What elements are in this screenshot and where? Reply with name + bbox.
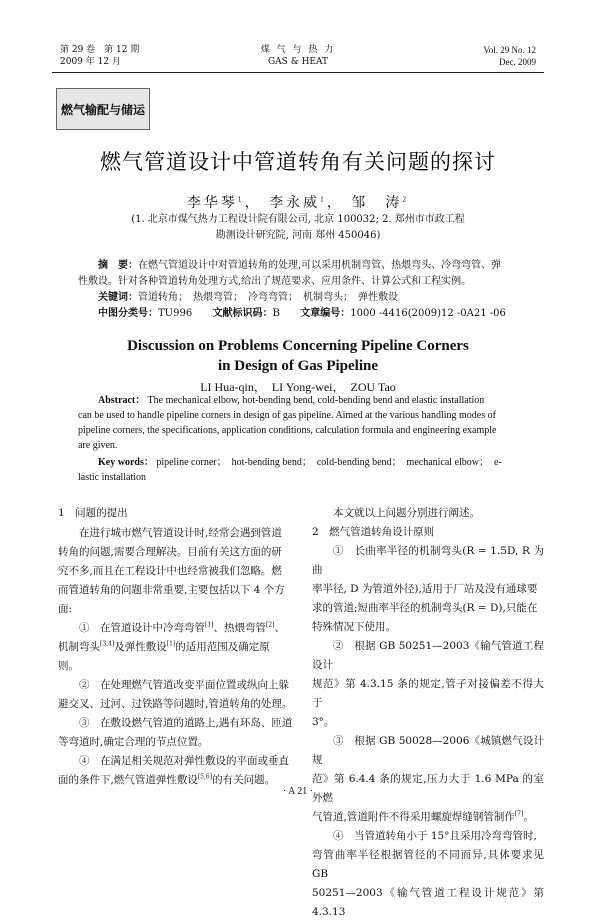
header-date-en: Dec. 2009 [499,57,536,67]
abstract-en-line-2: can be used to handle pipeline corners in design of gas pipeline. Aimed at the various handling modes of [78,410,496,421]
citation: [2] [266,621,275,629]
clc-value: TU996 [158,308,193,319]
citation: [7] [514,810,524,818]
intro-line: 本文就以上问题分别进行阐述。 [333,507,480,519]
para-1-line-3: 究不多,而且在工程设计中也经常被我们忽略。燃 [58,565,282,577]
affiliation-line-2: 勘测设计研究院, 河南 郑州 450046) [215,230,381,241]
para-1-line-4: 而管道转角的问题非常重要,主要包括以下 4 个方 [58,584,285,596]
item-3-line-2: 等弯道时,确定合理的节点位置。 [58,736,209,748]
journal-name-cn: 煤 气 与 热 力 [260,45,336,55]
rule-1-line-4: 特殊情况下使用。 [312,621,396,633]
citation: [1] [205,621,214,629]
citation: [3,4] [100,640,115,648]
article-no-value: 1000 -4416(2009)12 -0A21 -06 [350,308,506,319]
para-1-line-1: 在进行城市燃气管道设计时,经常会遇到管道 [79,527,282,539]
keywords-en-line-1: pipeline corner； hot-bending bend； cold-bending bend； mechanical elbow； e- [156,457,502,468]
citation: [1] [166,640,176,648]
rule-1-line-3: 求的管道;短曲率半径的机制弯头(R = D),只能在 [312,602,538,614]
item-1-line-1: ① 在管道设计中冷弯弯管[1]、热煨弯管[2]、 [79,621,285,634]
author-2-affil: 1 [320,196,327,204]
title-cn: 燃气管道设计中管道转角有关问题的探讨 [100,150,496,174]
abstract-cn-line-1: 在燃气管道设计中对管道转角的处理,可以采用机制弯管、热煨弯头、冷弯弯管、弹 [138,260,502,271]
header-volume-issue: 第 29 卷 第 12 期 [60,45,140,55]
page-number: · A 21 · [282,786,314,797]
doc-code-label: 文献标识码： [212,308,273,319]
abstract-en [78,393,518,485]
item-1-line-2: 机制弯头[3,4]及弹性敷设[1]的适用范围及确定原 [58,640,270,653]
rule-2-line-3: 3°。 [312,716,335,728]
author-1-affil: 1 [237,196,245,204]
rule-3-line-3: 气管道,管道附件不得采用螺旋焊缝钢管制作[7]。 [312,810,534,823]
author-1: 李华琴 [186,195,238,211]
rule-2-line-2: 规范》第 4.3.15 条的规定,管子对接偏差不得大于 [312,678,544,709]
title-en [0,336,596,376]
section-1-heading: 1 问题的提出 [58,507,128,519]
section-2-heading: 2 燃气管道转角设计原则 [312,526,435,538]
title-en-line-2: in Design of Gas Pipeline [217,358,378,374]
keywords-en-label: Key words： [98,457,154,468]
abstract-en-line-1: The mechanical elbow, hot-bending bend, cold-bending bend and elastic installation [147,395,485,406]
item-2-line-1: ② 在处理燃气管道改变平面位置或纵向上躲 [79,679,289,691]
journal-name-en: GAS & HEAT [267,57,329,67]
title-en-line-1: Discussion on Problems Concerning Pipeline Corners [127,338,469,354]
item-3-line-1: ③ 在敷设燃气管道的道路上,遇有环岛、匝道 [79,717,293,729]
rule-2-line-1: ② 根据 GB 50251—2003《输气管道工程设计 [312,640,544,671]
rule-1-line-1: ① 长曲率半径的机制弯头(R = 1.5D, R 为曲 [312,545,544,576]
authors-cn: 李华琴$^1$， 李永威$^1$， 邹 涛$^2$ [186,195,410,211]
section-label: 燃气输配与储运 [56,88,150,130]
header-volume-en: Vol. 29 No. 12 [483,45,536,55]
keywords-cn-text: 管道转角； 热煨弯管； 冷弯弯管； 机制弯头； 弹性敷设 [138,292,398,303]
author-3-affil: 2 [402,196,410,204]
rule-4-line-1: ④ 当管道转角小于 15°且采用冷弯弯管时, [333,830,537,842]
header-rule [52,72,544,73]
abstract-en-line-3: pipeline corners, the specifications, application conditions, calculation formula and engineering example [78,425,497,436]
abstract-en-label: Abstract： [98,395,146,406]
item-4-line-2: 面的条件下,燃气管道弹性敷设[5,6]的有关问题。 [58,773,276,786]
rule-3-line-1: ③ 根据 GB 50028—2006《城镇燃气设计规 [312,735,544,766]
body-left-column [58,504,294,790]
authors-en: LI Hua-qin， LI Yong-wei， ZOU Tao [200,380,396,394]
para-1-line-5: 面: [58,603,73,615]
item-4-line-1: ④ 在满足相关规范对弹性敷设的平面或垂直 [79,755,289,767]
clc-label: 中图分类号： [98,308,158,319]
author-2: 李永威 [269,195,321,211]
article-no-label: 文章编号： [300,308,351,319]
header-right [416,44,536,68]
keywords-en-line-2: lastic installation [78,472,147,483]
rule-4-line-3: 50251—2003《输气管道工程设计规范》第 4.3.13 [312,887,544,918]
header-date-cn: 2009 年 12 月 [60,57,121,67]
abstract-cn [78,258,528,322]
para-1-line-2: 转角的问题,需要合理解决。目前有关这方面的研 [58,546,282,558]
body-right-column [312,504,544,922]
abstract-cn-line-2: 性敷设。针对各种管道转角处理方式,给出了规范要求、应用条件、计算公式和工程实例。 [78,276,472,287]
abstract-cn-label: 摘 要： [98,260,138,271]
item-1-line-3: 则。 [58,660,79,672]
author-3: 邹 涛 [351,195,403,211]
affiliation-cn [0,212,596,244]
citation: [5,6] [197,773,213,781]
rule-4-line-2: 弯管曲率半径根据管径的不同而异,具体要求见 GB [312,849,544,880]
abstract-en-line-4: are given. [78,440,118,451]
keywords-cn-label: 关键词： [98,292,138,303]
rule-3-line-2: 范》第 6.4.4 条的规定,压力大于 1.6 MPa 的室外燃 [312,773,544,804]
item-2-line-2: 避交叉、过河、过铁路等问题时,管道转角的处理。 [58,698,293,710]
doc-code-value: B [272,308,280,319]
rule-1-line-2: 率半径, D 为管道外径),适用于厂站及没有通球要 [312,583,538,595]
affiliation-line-1: (1. 北京市煤气热力工程设计院有限公司, 北京 100032; 2. 郑州市市政工程 [131,214,465,225]
